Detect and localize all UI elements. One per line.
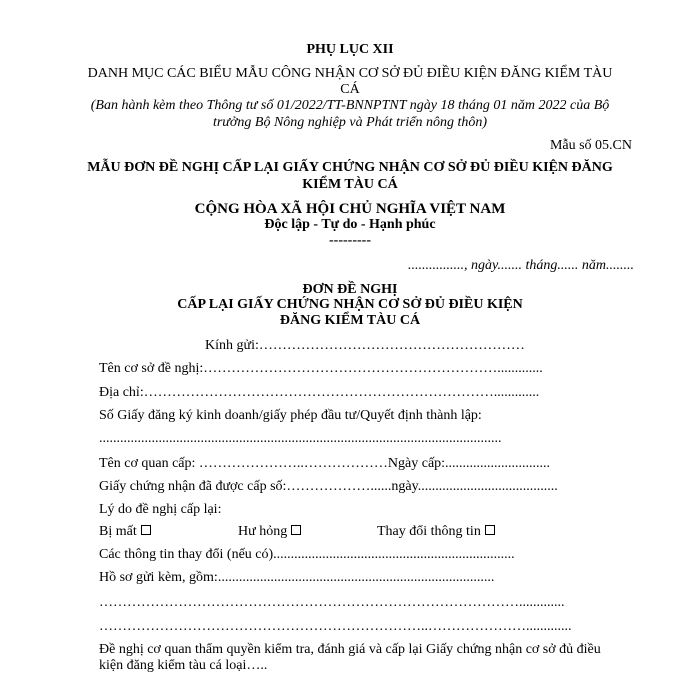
issuance-note: (Ban hành kèm theo Thông tư số 01/2022/TT-BNNPTNT ngày 18 tháng 01 năm 2022 của Bộ [90, 98, 610, 113]
address-field: Địa chỉ:…………………………………………………………………............. [99, 385, 540, 400]
lost-checkbox[interactable] [141, 525, 151, 535]
application-subject: CẤP LẠI GIẤY CHỨNG NHẬN CƠ SỞ ĐỦ ĐIỀU KIỆN [177, 297, 523, 312]
option-damaged-label: Hư hỏng [238, 524, 288, 539]
business-license-field: ................................................................................................................... [99, 431, 502, 446]
attached-documents-line-2: ……………………………………………………………..…………………............. [99, 619, 572, 634]
form-title-continued: KIỂM TÀU CÁ [302, 177, 398, 192]
certificate-number-field: Giấy chứng nhận đã được cấp số:………………......ngày........................................ [99, 479, 558, 494]
option-info-changed [377, 524, 495, 540]
attached-documents-field: Hồ sơ gửi kèm, gồm:............................................................................... [99, 570, 495, 585]
attached-documents-line-1: ………………………………………………………………………………............. [99, 595, 565, 610]
date-line: ................, ngày....... tháng...... năm........ [408, 258, 634, 273]
option-lost-label: Bị mất [99, 524, 137, 539]
request-statement: Đề nghị cơ quan thẩm quyền kiểm tra, đánh giá và cấp lại Giấy chứng nhận cơ sở đủ điều [99, 642, 601, 657]
application-subject-continued: ĐĂNG KIỂM TÀU CÁ [279, 313, 421, 328]
appendix-title: PHỤ LỤC XII [306, 42, 394, 57]
info-changed-checkbox[interactable] [485, 525, 495, 535]
reissue-reason-label: Lý do đề nghị cấp lại: [99, 502, 222, 517]
option-info-changed-label: Thay đổi thông tin [377, 524, 481, 539]
facility-name-field: Tên cơ sở đề nghị:………………………………………………………............. [99, 361, 543, 376]
country-name: CỘNG HÒA XÃ HỘI CHỦ NGHĨA VIỆT NAM [194, 201, 506, 217]
business-license-label: Số Giấy đăng ký kinh doanh/giấy phép đầu tư/Quyết định thành lập: [99, 408, 482, 423]
application-heading: ĐƠN ĐỀ NGHỊ [302, 282, 398, 297]
slogan-divider: --------- [329, 233, 371, 248]
request-statement-continued: kiện đăng kiểm tàu cá loại….. [99, 658, 268, 673]
national-slogan: Độc lập - Tự do - Hạnh phúc [264, 217, 436, 232]
forms-list-title-continued: CÁ [340, 82, 360, 97]
issuance-note-continued: trưởng Bộ Nông nghiệp và Phát triển nông thôn) [212, 115, 488, 130]
option-damaged [238, 524, 301, 540]
issuing-authority-field: Tên cơ quan cấp: …………………..………………Ngày cấp:.............................. [99, 456, 551, 471]
option-lost [99, 524, 151, 540]
recipient-line: Kính gửi:………………………………………………… [205, 338, 525, 353]
changed-info-field: Các thông tin thay đổi (nếu có)..................................................................... [99, 547, 515, 562]
form-number: Mẫu số 05.CN [549, 138, 632, 153]
forms-list-title: DANH MỤC CÁC BIỂU MẪU CÔNG NHẬN CƠ SỞ ĐỦ ĐIỀU KIỆN ĐĂNG KIỂM TÀU [87, 66, 613, 81]
form-title: MẪU ĐƠN ĐỀ NGHỊ CẤP LẠI GIẤY CHỨNG NHẬN CƠ SỞ ĐỦ ĐIỀU KIỆN ĐĂNG [87, 160, 613, 175]
damaged-checkbox[interactable] [291, 525, 301, 535]
